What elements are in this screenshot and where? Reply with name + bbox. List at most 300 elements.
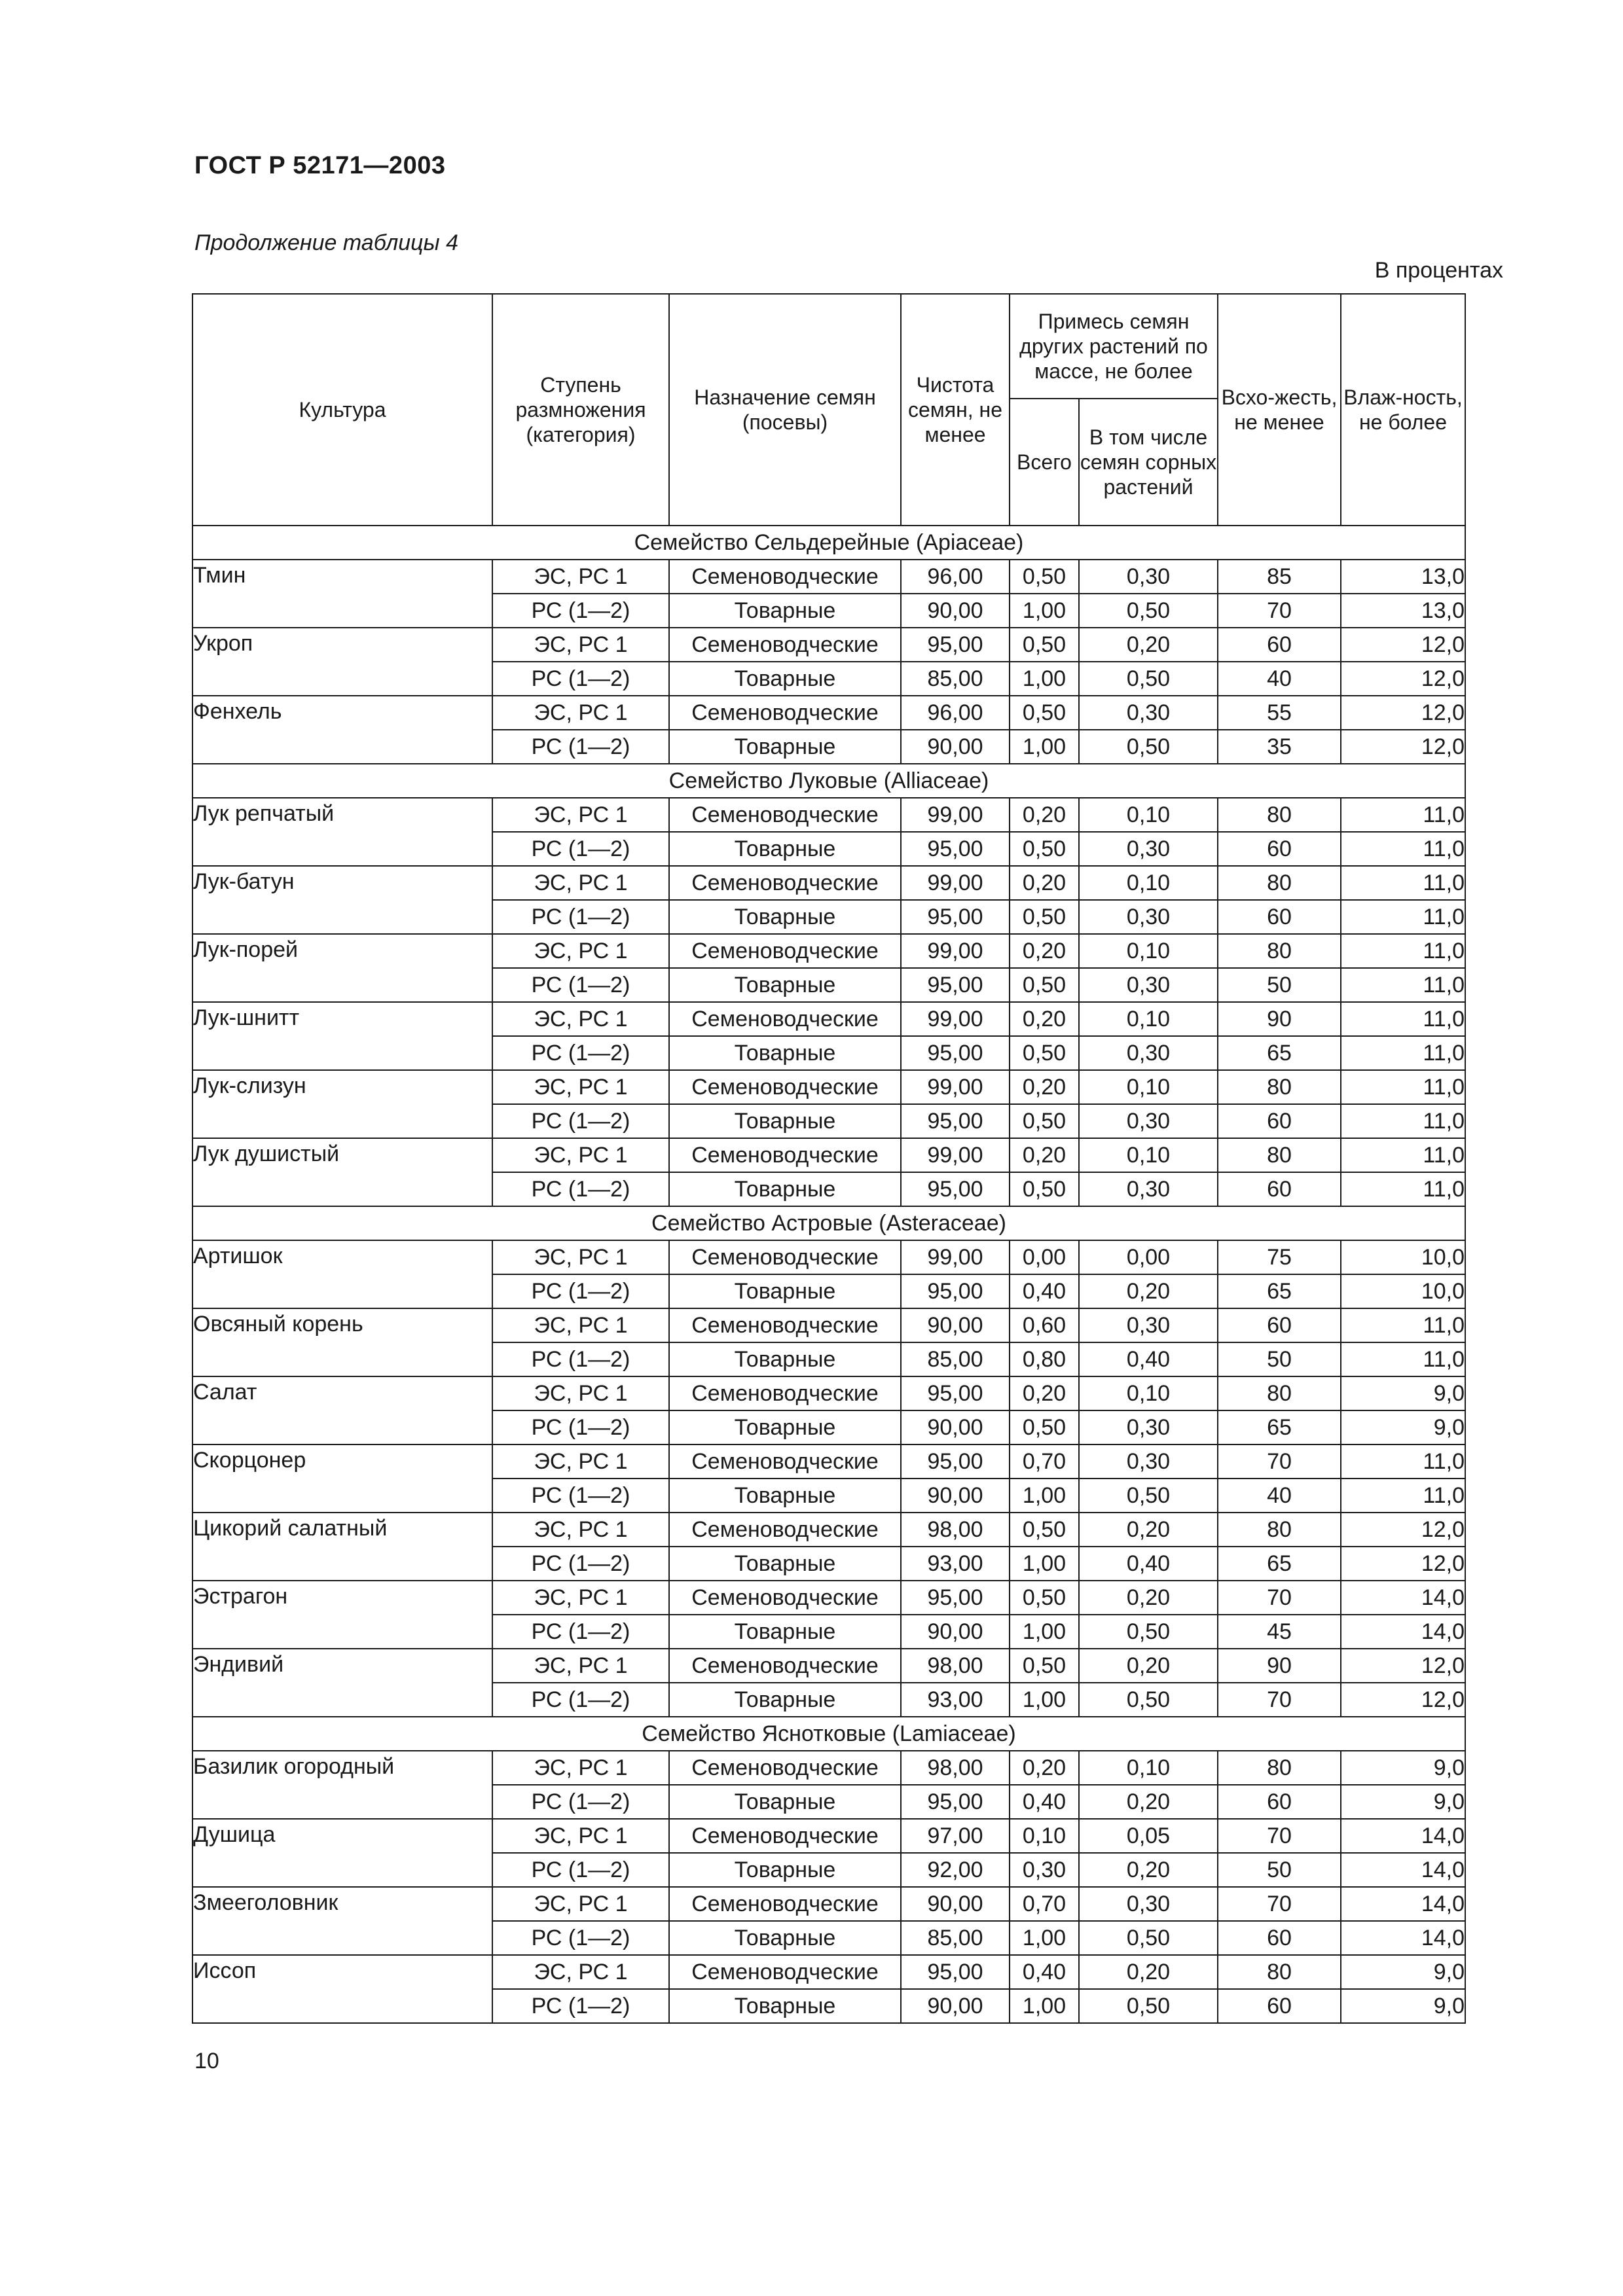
stage-cell: РС (1—2) — [492, 1172, 669, 1206]
purpose-cell: Товарные — [669, 1785, 901, 1819]
table-row — [192, 1751, 1465, 1785]
purpose-cell: Семеноводческие — [669, 1819, 901, 1853]
header-admixture-weeds: В том числе семян сорных растений — [1079, 399, 1218, 526]
table-row — [192, 1444, 1465, 1479]
crop-name: Базилик огородный — [192, 1751, 492, 1819]
family-title: Семейство Сельдерейные (Apiaceae) — [192, 526, 1465, 560]
moisture-cell: 11,0 — [1341, 1104, 1465, 1138]
germination-cell: 50 — [1218, 968, 1341, 1002]
purity-cell: 99,00 — [901, 1240, 1010, 1274]
germination-cell: 70 — [1218, 1819, 1341, 1853]
table-row — [192, 1002, 1465, 1036]
purity-cell: 90,00 — [901, 1615, 1010, 1649]
purity-cell: 85,00 — [901, 662, 1010, 696]
stage-cell: РС (1—2) — [492, 900, 669, 934]
moisture-cell: 11,0 — [1341, 1002, 1465, 1036]
germination-cell: 75 — [1218, 1240, 1341, 1274]
stage-cell: РС (1—2) — [492, 1274, 669, 1308]
moisture-cell: 11,0 — [1341, 934, 1465, 968]
admixture-total-cell: 0,80 — [1010, 1342, 1079, 1376]
header-admixture: Примесь семян других растений по массе, не более — [1010, 294, 1218, 399]
germination-cell: 80 — [1218, 798, 1341, 832]
admixture-weeds-cell: 0,30 — [1079, 1036, 1218, 1070]
admixture-total-cell: 1,00 — [1010, 594, 1079, 628]
purity-cell: 99,00 — [901, 1070, 1010, 1104]
admixture-total-cell: 1,00 — [1010, 1615, 1079, 1649]
stage-cell: ЭС, РС 1 — [492, 1240, 669, 1274]
germination-cell: 65 — [1218, 1547, 1341, 1581]
admixture-total-cell: 0,50 — [1010, 628, 1079, 662]
stage-cell: ЭС, РС 1 — [492, 1649, 669, 1683]
germination-cell: 40 — [1218, 1479, 1341, 1513]
purpose-cell: Семеноводческие — [669, 1513, 901, 1547]
purity-cell: 99,00 — [901, 798, 1010, 832]
purity-cell: 92,00 — [901, 1853, 1010, 1887]
germination-cell: 85 — [1218, 560, 1341, 594]
stage-cell: РС (1—2) — [492, 730, 669, 764]
stage-cell: ЭС, РС 1 — [492, 1376, 669, 1410]
header-stage: Ступень размножения (категория) — [492, 294, 669, 526]
purpose-cell: Семеноводческие — [669, 560, 901, 594]
admixture-total-cell: 1,00 — [1010, 1989, 1079, 2023]
table-row — [192, 1887, 1465, 1921]
purpose-cell: Семеноводческие — [669, 1649, 901, 1683]
units-label: В процентах — [1374, 258, 1503, 283]
admixture-weeds-cell: 0,20 — [1079, 1955, 1218, 1989]
admixture-total-cell: 0,50 — [1010, 900, 1079, 934]
admixture-weeds-cell: 0,20 — [1079, 1513, 1218, 1547]
admixture-total-cell: 0,50 — [1010, 1513, 1079, 1547]
purpose-cell: Товарные — [669, 1615, 901, 1649]
admixture-total-cell: 0,60 — [1010, 1308, 1079, 1342]
germination-cell: 60 — [1218, 900, 1341, 934]
stage-cell: ЭС, РС 1 — [492, 1070, 669, 1104]
crop-name: Лук-батун — [192, 866, 492, 934]
table-body — [192, 526, 1465, 2023]
purity-cell: 95,00 — [901, 1172, 1010, 1206]
purpose-cell: Семеноводческие — [669, 1444, 901, 1479]
purity-cell: 98,00 — [901, 1751, 1010, 1785]
germination-cell: 65 — [1218, 1410, 1341, 1444]
stage-cell: ЭС, РС 1 — [492, 1513, 669, 1547]
stage-cell: ЭС, РС 1 — [492, 560, 669, 594]
table-row — [192, 1070, 1465, 1104]
admixture-weeds-cell: 0,10 — [1079, 798, 1218, 832]
purity-cell: 93,00 — [901, 1547, 1010, 1581]
moisture-cell: 11,0 — [1341, 1342, 1465, 1376]
moisture-cell: 12,0 — [1341, 1547, 1465, 1581]
purity-cell: 95,00 — [901, 1955, 1010, 1989]
admixture-total-cell: 0,20 — [1010, 1376, 1079, 1410]
admixture-total-cell: 1,00 — [1010, 730, 1079, 764]
purpose-cell: Товарные — [669, 1853, 901, 1887]
stage-cell: РС (1—2) — [492, 1853, 669, 1887]
moisture-cell: 9,0 — [1341, 1410, 1465, 1444]
admixture-weeds-cell: 0,05 — [1079, 1819, 1218, 1853]
family-row — [192, 1206, 1465, 1240]
stage-cell: ЭС, РС 1 — [492, 696, 669, 730]
moisture-cell: 14,0 — [1341, 1819, 1465, 1853]
table-row — [192, 798, 1465, 832]
table-row — [192, 1649, 1465, 1683]
purity-cell: 99,00 — [901, 1138, 1010, 1172]
admixture-weeds-cell: 0,20 — [1079, 1853, 1218, 1887]
moisture-cell: 9,0 — [1341, 1376, 1465, 1410]
moisture-cell: 11,0 — [1341, 968, 1465, 1002]
germination-cell: 65 — [1218, 1036, 1341, 1070]
purity-cell: 95,00 — [901, 1104, 1010, 1138]
family-row — [192, 526, 1465, 560]
germination-cell: 80 — [1218, 1376, 1341, 1410]
purity-cell: 95,00 — [901, 1376, 1010, 1410]
purpose-cell: Товарные — [669, 662, 901, 696]
purpose-cell: Семеноводческие — [669, 1751, 901, 1785]
admixture-total-cell: 0,20 — [1010, 1070, 1079, 1104]
admixture-total-cell: 0,40 — [1010, 1955, 1079, 1989]
table-row — [192, 934, 1465, 968]
admixture-total-cell: 0,20 — [1010, 1138, 1079, 1172]
germination-cell: 40 — [1218, 662, 1341, 696]
stage-cell: ЭС, РС 1 — [492, 1887, 669, 1921]
purpose-cell: Семеноводческие — [669, 1138, 901, 1172]
admixture-total-cell: 0,10 — [1010, 1819, 1079, 1853]
admixture-weeds-cell: 0,50 — [1079, 662, 1218, 696]
purity-cell: 95,00 — [901, 968, 1010, 1002]
moisture-cell: 10,0 — [1341, 1240, 1465, 1274]
purpose-cell: Семеноводческие — [669, 1002, 901, 1036]
admixture-weeds-cell: 0,20 — [1079, 1581, 1218, 1615]
purity-cell: 90,00 — [901, 1479, 1010, 1513]
crop-name: Фенхель — [192, 696, 492, 764]
purity-cell: 98,00 — [901, 1649, 1010, 1683]
admixture-weeds-cell: 0,10 — [1079, 1751, 1218, 1785]
moisture-cell: 14,0 — [1341, 1887, 1465, 1921]
table-row — [192, 1376, 1465, 1410]
admixture-weeds-cell: 0,20 — [1079, 628, 1218, 662]
admixture-total-cell: 0,20 — [1010, 798, 1079, 832]
admixture-weeds-cell: 0,20 — [1079, 1649, 1218, 1683]
purity-cell: 90,00 — [901, 1308, 1010, 1342]
crop-name: Лук репчатый — [192, 798, 492, 866]
moisture-cell: 12,0 — [1341, 1649, 1465, 1683]
admixture-total-cell: 0,50 — [1010, 560, 1079, 594]
stage-cell: ЭС, РС 1 — [492, 1955, 669, 1989]
crop-name: Лук-слизун — [192, 1070, 492, 1138]
purpose-cell: Семеноводческие — [669, 1581, 901, 1615]
moisture-cell: 11,0 — [1341, 900, 1465, 934]
moisture-cell: 10,0 — [1341, 1274, 1465, 1308]
admixture-weeds-cell: 0,50 — [1079, 1989, 1218, 2023]
germination-cell: 60 — [1218, 1104, 1341, 1138]
moisture-cell: 13,0 — [1341, 560, 1465, 594]
purity-cell: 96,00 — [901, 560, 1010, 594]
table-row — [192, 1513, 1465, 1547]
germination-cell: 80 — [1218, 1070, 1341, 1104]
moisture-cell: 9,0 — [1341, 1785, 1465, 1819]
admixture-total-cell: 1,00 — [1010, 1547, 1079, 1581]
germination-cell: 80 — [1218, 1751, 1341, 1785]
stage-cell: ЭС, РС 1 — [492, 798, 669, 832]
germination-cell: 60 — [1218, 1921, 1341, 1955]
stage-cell: РС (1—2) — [492, 594, 669, 628]
crop-name: Укроп — [192, 628, 492, 696]
stage-cell: РС (1—2) — [492, 1410, 669, 1444]
stage-cell: РС (1—2) — [492, 1785, 669, 1819]
purpose-cell: Товарные — [669, 1921, 901, 1955]
purpose-cell: Товарные — [669, 1172, 901, 1206]
admixture-weeds-cell: 0,50 — [1079, 1615, 1218, 1649]
moisture-cell: 11,0 — [1341, 832, 1465, 866]
germination-cell: 60 — [1218, 1785, 1341, 1819]
stage-cell: ЭС, РС 1 — [492, 934, 669, 968]
family-row — [192, 1717, 1465, 1751]
table-row — [192, 560, 1465, 594]
header-purpose: Назначение семян (посевы) — [669, 294, 901, 526]
admixture-weeds-cell: 0,20 — [1079, 1274, 1218, 1308]
purity-cell: 95,00 — [901, 1036, 1010, 1070]
germination-cell: 80 — [1218, 866, 1341, 900]
stage-cell: ЭС, РС 1 — [492, 1308, 669, 1342]
purity-cell: 95,00 — [901, 1785, 1010, 1819]
admixture-total-cell: 0,20 — [1010, 866, 1079, 900]
crop-name: Душица — [192, 1819, 492, 1887]
admixture-weeds-cell: 0,50 — [1079, 1683, 1218, 1717]
purity-cell: 95,00 — [901, 1581, 1010, 1615]
purpose-cell: Семеноводческие — [669, 1070, 901, 1104]
admixture-weeds-cell: 0,30 — [1079, 560, 1218, 594]
admixture-total-cell: 0,50 — [1010, 1581, 1079, 1615]
moisture-cell: 12,0 — [1341, 1683, 1465, 1717]
purpose-cell: Семеноводческие — [669, 1240, 901, 1274]
stage-cell: ЭС, РС 1 — [492, 1581, 669, 1615]
document-number: ГОСТ Р 52171—2003 — [194, 152, 446, 179]
germination-cell: 70 — [1218, 1683, 1341, 1717]
stage-cell: ЭС, РС 1 — [492, 1751, 669, 1785]
admixture-total-cell: 0,50 — [1010, 1172, 1079, 1206]
crop-name: Лук душистый — [192, 1138, 492, 1206]
germination-cell: 70 — [1218, 1887, 1341, 1921]
crop-name: Иссоп — [192, 1955, 492, 2023]
admixture-total-cell: 0,50 — [1010, 1410, 1079, 1444]
purpose-cell: Товарные — [669, 730, 901, 764]
crop-name: Змееголовник — [192, 1887, 492, 1955]
purpose-cell: Семеноводческие — [669, 628, 901, 662]
admixture-total-cell: 0,70 — [1010, 1887, 1079, 1921]
germination-cell: 65 — [1218, 1274, 1341, 1308]
admixture-total-cell: 0,50 — [1010, 696, 1079, 730]
purpose-cell: Товарные — [669, 968, 901, 1002]
admixture-weeds-cell: 0,50 — [1079, 730, 1218, 764]
crop-name: Эстрагон — [192, 1581, 492, 1649]
moisture-cell: 12,0 — [1341, 696, 1465, 730]
admixture-weeds-cell: 0,30 — [1079, 1410, 1218, 1444]
admixture-weeds-cell: 0,30 — [1079, 832, 1218, 866]
admixture-weeds-cell: 0,10 — [1079, 1376, 1218, 1410]
admixture-total-cell: 1,00 — [1010, 1479, 1079, 1513]
germination-cell: 60 — [1218, 628, 1341, 662]
table-row — [192, 1819, 1465, 1853]
table-caption: Продолжение таблицы 4 — [194, 230, 458, 255]
moisture-cell: 11,0 — [1341, 1479, 1465, 1513]
purpose-cell: Товарные — [669, 900, 901, 934]
moisture-cell: 12,0 — [1341, 628, 1465, 662]
admixture-weeds-cell: 0,00 — [1079, 1240, 1218, 1274]
purpose-cell: Товарные — [669, 832, 901, 866]
purpose-cell: Семеноводческие — [669, 1887, 901, 1921]
germination-cell: 60 — [1218, 1308, 1341, 1342]
admixture-total-cell: 0,70 — [1010, 1444, 1079, 1479]
family-title: Семейство Яснотковые (Lamiaceae) — [192, 1717, 1465, 1751]
moisture-cell: 14,0 — [1341, 1615, 1465, 1649]
purity-cell: 98,00 — [901, 1513, 1010, 1547]
stage-cell: ЭС, РС 1 — [492, 1819, 669, 1853]
admixture-total-cell: 0,50 — [1010, 968, 1079, 1002]
admixture-weeds-cell: 0,30 — [1079, 900, 1218, 934]
admixture-total-cell: 1,00 — [1010, 1683, 1079, 1717]
admixture-total-cell: 1,00 — [1010, 1921, 1079, 1955]
purity-cell: 95,00 — [901, 900, 1010, 934]
crop-name: Цикорий салатный — [192, 1513, 492, 1581]
stage-cell: ЭС, РС 1 — [492, 1138, 669, 1172]
germination-cell: 60 — [1218, 832, 1341, 866]
admixture-weeds-cell: 0,10 — [1079, 1138, 1218, 1172]
purpose-cell: Семеноводческие — [669, 866, 901, 900]
moisture-cell: 11,0 — [1341, 1138, 1465, 1172]
seed-quality-table — [192, 293, 1466, 2024]
stage-cell: РС (1—2) — [492, 1547, 669, 1581]
admixture-weeds-cell: 0,10 — [1079, 1002, 1218, 1036]
purity-cell: 93,00 — [901, 1683, 1010, 1717]
admixture-weeds-cell: 0,40 — [1079, 1547, 1218, 1581]
admixture-weeds-cell: 0,10 — [1079, 934, 1218, 968]
moisture-cell: 14,0 — [1341, 1921, 1465, 1955]
admixture-weeds-cell: 0,10 — [1079, 1070, 1218, 1104]
crop-name: Овсяный корень — [192, 1308, 492, 1376]
stage-cell: ЭС, РС 1 — [492, 866, 669, 900]
purpose-cell: Товарные — [669, 1547, 901, 1581]
purpose-cell: Семеноводческие — [669, 934, 901, 968]
crop-name: Салат — [192, 1376, 492, 1444]
purpose-cell: Товарные — [669, 1274, 901, 1308]
germination-cell: 80 — [1218, 1513, 1341, 1547]
germination-cell: 80 — [1218, 1955, 1341, 1989]
stage-cell: ЭС, РС 1 — [492, 1444, 669, 1479]
purity-cell: 85,00 — [901, 1342, 1010, 1376]
stage-cell: РС (1—2) — [492, 1036, 669, 1070]
admixture-weeds-cell: 0,30 — [1079, 696, 1218, 730]
admixture-total-cell: 0,20 — [1010, 1002, 1079, 1036]
admixture-weeds-cell: 0,30 — [1079, 1308, 1218, 1342]
admixture-weeds-cell: 0,20 — [1079, 1785, 1218, 1819]
germination-cell: 35 — [1218, 730, 1341, 764]
stage-cell: РС (1—2) — [492, 1683, 669, 1717]
germination-cell: 80 — [1218, 1138, 1341, 1172]
purity-cell: 95,00 — [901, 1274, 1010, 1308]
moisture-cell: 11,0 — [1341, 866, 1465, 900]
admixture-total-cell: 0,40 — [1010, 1785, 1079, 1819]
table-row — [192, 1138, 1465, 1172]
table-row — [192, 628, 1465, 662]
germination-cell: 70 — [1218, 1444, 1341, 1479]
table-row — [192, 866, 1465, 900]
stage-cell: РС (1—2) — [492, 832, 669, 866]
purpose-cell: Товарные — [669, 1683, 901, 1717]
purpose-cell: Товарные — [669, 1342, 901, 1376]
purity-cell: 90,00 — [901, 730, 1010, 764]
germination-cell: 55 — [1218, 696, 1341, 730]
germination-cell: 50 — [1218, 1342, 1341, 1376]
purity-cell: 95,00 — [901, 628, 1010, 662]
moisture-cell: 12,0 — [1341, 1513, 1465, 1547]
purpose-cell: Семеноводческие — [669, 1955, 901, 1989]
crop-name: Лук-порей — [192, 934, 492, 1002]
germination-cell: 50 — [1218, 1853, 1341, 1887]
moisture-cell: 11,0 — [1341, 1172, 1465, 1206]
purpose-cell: Товарные — [669, 1410, 901, 1444]
germination-cell: 80 — [1218, 934, 1341, 968]
page-number: 10 — [194, 2049, 219, 2073]
stage-cell: РС (1—2) — [492, 968, 669, 1002]
moisture-cell: 9,0 — [1341, 1751, 1465, 1785]
moisture-cell: 9,0 — [1341, 1955, 1465, 1989]
header-purity: Чистота семян, не менее — [901, 294, 1010, 526]
header-admixture-total: Всего — [1010, 399, 1079, 526]
purity-cell: 90,00 — [901, 594, 1010, 628]
purpose-cell: Товарные — [669, 1036, 901, 1070]
moisture-cell: 14,0 — [1341, 1853, 1465, 1887]
stage-cell: РС (1—2) — [492, 1479, 669, 1513]
purity-cell: 90,00 — [901, 1887, 1010, 1921]
purpose-cell: Семеноводческие — [669, 798, 901, 832]
table-row — [192, 1955, 1465, 1989]
germination-cell: 70 — [1218, 594, 1341, 628]
table-row — [192, 1581, 1465, 1615]
stage-cell: ЭС, РС 1 — [492, 628, 669, 662]
moisture-cell: 12,0 — [1341, 662, 1465, 696]
purity-cell: 90,00 — [901, 1989, 1010, 2023]
admixture-weeds-cell: 0,30 — [1079, 1444, 1218, 1479]
stage-cell: РС (1—2) — [492, 1342, 669, 1376]
admixture-weeds-cell: 0,50 — [1079, 1921, 1218, 1955]
admixture-weeds-cell: 0,30 — [1079, 968, 1218, 1002]
moisture-cell: 11,0 — [1341, 1308, 1465, 1342]
family-title: Семейство Астровые (Asteraceae) — [192, 1206, 1465, 1240]
stage-cell: РС (1—2) — [492, 1921, 669, 1955]
stage-cell: ЭС, РС 1 — [492, 1002, 669, 1036]
admixture-weeds-cell: 0,30 — [1079, 1104, 1218, 1138]
moisture-cell: 14,0 — [1341, 1581, 1465, 1615]
purpose-cell: Семеноводческие — [669, 1376, 901, 1410]
table-row — [192, 1308, 1465, 1342]
moisture-cell: 11,0 — [1341, 1070, 1465, 1104]
admixture-total-cell: 0,20 — [1010, 1751, 1079, 1785]
purity-cell: 85,00 — [901, 1921, 1010, 1955]
purpose-cell: Товарные — [669, 1104, 901, 1138]
table-row — [192, 696, 1465, 730]
purity-cell: 90,00 — [901, 1410, 1010, 1444]
germination-cell: 60 — [1218, 1172, 1341, 1206]
admixture-weeds-cell: 0,40 — [1079, 1342, 1218, 1376]
crop-name: Тмин — [192, 560, 492, 628]
admixture-total-cell: 0,50 — [1010, 1104, 1079, 1138]
germination-cell: 70 — [1218, 1581, 1341, 1615]
admixture-total-cell: 0,00 — [1010, 1240, 1079, 1274]
crop-name: Эндивий — [192, 1649, 492, 1717]
admixture-total-cell: 0,30 — [1010, 1853, 1079, 1887]
purity-cell: 95,00 — [901, 832, 1010, 866]
purpose-cell: Товарные — [669, 1479, 901, 1513]
purity-cell: 97,00 — [901, 1819, 1010, 1853]
